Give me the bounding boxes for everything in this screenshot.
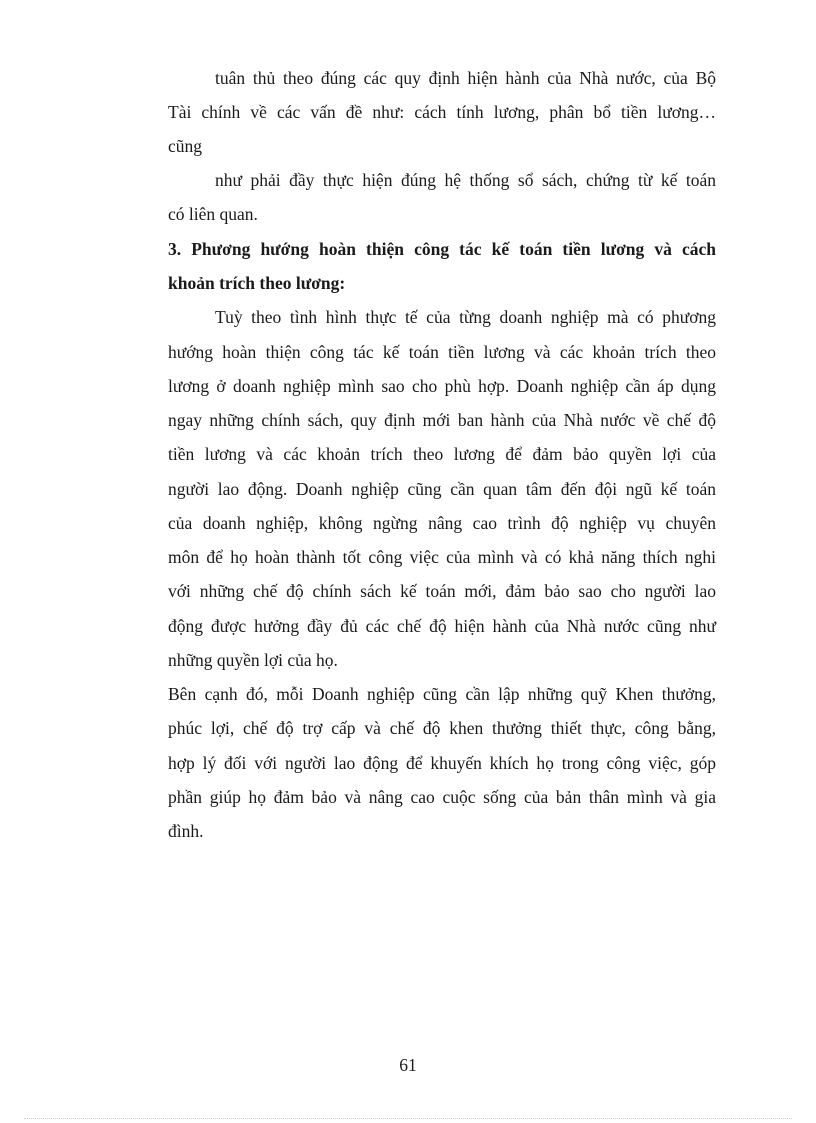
page-number: 61: [399, 1055, 417, 1075]
paragraph-line: cũng: [168, 136, 203, 156]
paragraph-line: như phải đầy thực hiện đúng hệ thống sổ sách, chứng từ kế toán: [215, 170, 716, 190]
paragraph-line: Bên cạnh đó, mỗi Doanh nghiệp cũng cần lập những quỹ Khen thưởng,: [168, 684, 716, 704]
paragraph-line: những quyền lợi của họ.: [168, 650, 338, 670]
paragraph-line: có liên quan.: [168, 204, 258, 224]
paragraph-line: của doanh nghiệp, không ngừng nâng cao trình độ nghiệp vụ chuyên: [168, 513, 716, 533]
paragraph-line: môn để họ hoàn thành tốt công việc của mình và có khả năng thích nghi: [168, 547, 716, 567]
section-heading: khoản trích theo lương:: [168, 273, 346, 293]
paragraph-line: Tài chính về các vấn đề như: cách tính lương, phân bổ tiền lương…: [168, 102, 716, 122]
paragraph-line: phần giúp họ đảm bảo và nâng cao cuộc sống của bản thân mình và gia: [168, 787, 716, 807]
paragraph-line: Tuỳ theo tình hình thực tế của từng doanh nghiệp mà có phương: [215, 307, 716, 327]
paragraph-line: đình.: [168, 821, 204, 841]
paragraph-line: hợp lý đối với người lao động để khuyến khích họ trong công việc, góp: [168, 753, 716, 773]
paragraph-line: tiền lương và các khoản trích theo lương để đảm bảo quyền lợi của: [168, 444, 716, 464]
paragraph-line: người lao động. Doanh nghiệp cũng cần quan tâm đến đội ngũ kế toán: [168, 479, 716, 499]
paragraph-line: hướng hoàn thiện công tác kế toán tiền lương và các khoản trích theo: [168, 342, 716, 362]
page-bottom-divider: [24, 1118, 792, 1119]
paragraph-line: ngay những chính sách, quy định mới ban hành của Nhà nước về chế độ: [168, 410, 716, 430]
section-heading: 3. Phương hướng hoàn thiện công tác kế toán tiền lương và cách: [168, 239, 716, 259]
paragraph-line: tuân thủ theo đúng các quy định hiện hành của Nhà nước, của Bộ: [215, 68, 716, 88]
paragraph-line: với những chế độ chính sách kế toán mới, đảm bảo sao cho người lao: [168, 581, 716, 601]
paragraph-line: lương ở doanh nghiệp mình sao cho phù hợp. Doanh nghiệp cần áp dụng: [168, 376, 716, 396]
paragraph-line: động được hưởng đầy đủ các chế độ hiện hành của Nhà nước cũng như: [168, 616, 716, 636]
paragraph-line: phúc lợi, chế độ trợ cấp và chế độ khen thưởng thiết thực, công bằng,: [168, 718, 716, 738]
